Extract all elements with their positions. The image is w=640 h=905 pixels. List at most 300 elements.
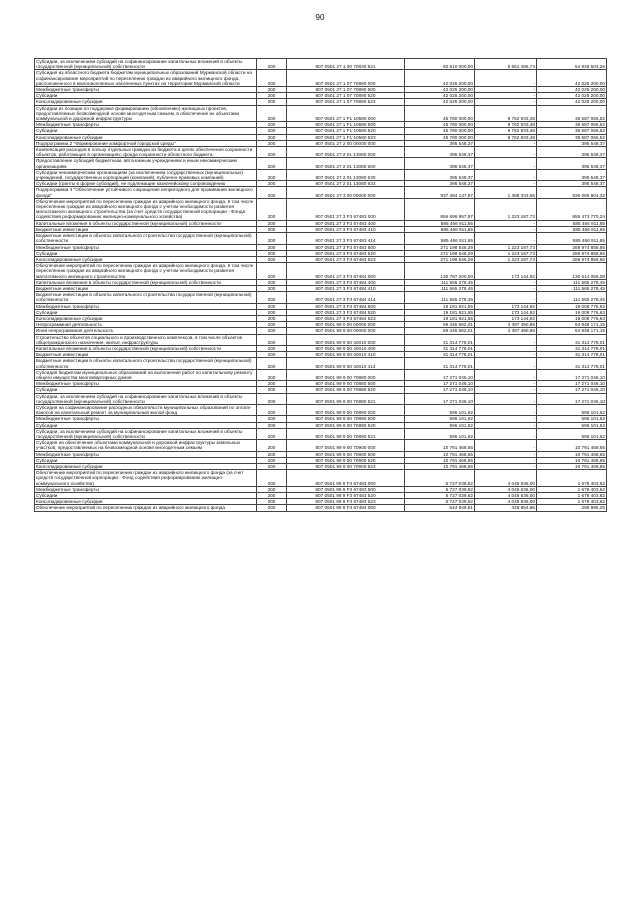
row-plan-cell: 644 849,61 xyxy=(405,505,475,511)
row-rest-cell: 31 314 778,01 xyxy=(537,352,607,358)
row-name-cell: Бюджетные инвестиции xyxy=(35,285,257,291)
row-code-cell: 807 0501 99 9 00 40010 400 xyxy=(287,345,405,351)
row-rest-cell: 35 687 066,52 xyxy=(537,122,607,128)
row-plan-cell: 585 466 911,65 xyxy=(405,220,475,226)
table-row xyxy=(35,158,607,169)
row-kvsr-cell: 200 xyxy=(257,493,287,499)
row-code-cell: 807 0501 99 9 00 70900 000 xyxy=(287,440,405,451)
row-plan-cell: 585 466 911,65 xyxy=(405,233,475,244)
row-plan-cell: 60 610 000,00 xyxy=(405,59,475,70)
row-exec-cell: - xyxy=(475,220,537,226)
row-exec-cell: - xyxy=(475,428,537,439)
row-exec-cell: - xyxy=(475,352,537,358)
row-code-cell: 807 0501 27 2 00 00000 000 xyxy=(287,140,405,146)
row-name-cell: Компенсация расходов в пользу отдельных граждан из бюджета в целях обеспечения сохранности объектов, работающих в организациях; фонда сохранности областного бюджета xyxy=(35,147,257,158)
row-plan-cell: 10 791 468,65 xyxy=(405,457,475,463)
row-kvsr-cell: 200 xyxy=(257,505,287,511)
table-row xyxy=(35,263,607,280)
row-exec-cell: - xyxy=(475,181,537,187)
row-name-cell: Обеспечение мероприятий по переселению граждан из аварийного жилищного фонда, в том числе переселению граждан из аварийного жилищного фонда с учетом необходимости развития малоэтажного жилищного строительства (за счет средств государственной корпорации - Фонда содействия реформированию жилищно-коммунального хозяйства) xyxy=(35,198,257,220)
table-row xyxy=(35,440,607,451)
row-name-cell: Межбюджетные трансферты xyxy=(35,381,257,387)
row-kvsr-cell: 200 xyxy=(257,147,287,158)
row-name-cell: Подпрограмма 2 "Формирование комфортной городской среды" xyxy=(35,140,257,146)
row-exec-cell: - xyxy=(475,440,537,451)
row-code-cell: 807 0501 27 3 F3 67484 520 xyxy=(287,309,405,315)
row-rest-cell: 42 025 200,00 xyxy=(537,70,607,87)
row-kvsr-cell: 200 xyxy=(257,256,287,262)
row-exec-cell: 9 762 933,48 xyxy=(475,122,537,128)
row-kvsr-cell: 200 xyxy=(257,309,287,315)
row-exec-cell: - xyxy=(475,93,537,99)
row-rest-cell: 10 791 468,65 xyxy=(537,457,607,463)
row-rest-cell: 31 314 778,01 xyxy=(537,334,607,345)
row-exec-cell: 1 398 333,65 xyxy=(475,187,537,198)
row-exec-cell: 4 048 636,00 xyxy=(475,486,537,492)
row-rest-cell: 42 025 200,00 xyxy=(537,99,607,105)
row-plan-cell: 5 727 039,62 xyxy=(405,470,475,487)
row-exec-cell: - xyxy=(475,358,537,369)
row-name-cell: Консолидированные субсидии xyxy=(35,499,257,505)
row-exec-cell: - xyxy=(475,226,537,232)
row-rest-cell: 42 025 200,00 xyxy=(537,87,607,93)
row-code-cell: 807 0501 99 9 00 70890 500 xyxy=(287,416,405,422)
row-name-cell: Субсидия из областного бюджета бюджетам муниципальных образований Мурманской области на софинансирование мероприятий по переселению граждан из аварийного жилищного фонда, расположенного в малонаселенных населенных пунктах на территории Мурманской области xyxy=(35,70,257,87)
row-exec-cell: - xyxy=(475,464,537,470)
row-plan-cell: 45 780 000,00 xyxy=(405,134,475,140)
row-name-cell: Бюджетные инвестиции в объекты капитального строительства государственной (муниципальной) собственности xyxy=(35,233,257,244)
row-exec-cell: 173 144,92 xyxy=(475,309,537,315)
row-rest-cell: 111 565 278,45 xyxy=(537,285,607,291)
row-code-cell: 807 0501 99 9 00 40010 410 xyxy=(287,352,405,358)
row-rest-cell: 585 466 911,65 xyxy=(537,220,607,226)
row-plan-cell: 271 198 546,29 xyxy=(405,244,475,250)
row-plan-cell: 31 314 778,01 xyxy=(405,334,475,345)
row-exec-cell: - xyxy=(475,345,537,351)
row-rest-cell: 10 791 468,65 xyxy=(537,451,607,457)
row-name-cell: Иная непрограммная деятельность xyxy=(35,328,257,334)
row-code-cell: 807 0501 99 9 00 70900 500 xyxy=(287,451,405,457)
row-plan-cell: 10 791 468,65 xyxy=(405,440,475,451)
row-exec-cell: 1 223 187,73 xyxy=(475,198,537,220)
row-plan-cell: 395 548,37 xyxy=(405,147,475,158)
row-kvsr-cell: 200 xyxy=(257,328,287,334)
row-name-cell: Бюджетные инвестиции в объекты капитального строительства государственной (муниципальной) собственности xyxy=(35,358,257,369)
row-code-cell: 807 0501 99 9 00 70880 000 xyxy=(287,369,405,380)
row-rest-cell: 269 974 858,56 xyxy=(537,244,607,250)
row-code-cell: 807 0501 27 3 F3 67484 400 xyxy=(287,279,405,285)
row-name-cell: Межбюджетные трансферты xyxy=(35,303,257,309)
row-kvsr-cell: 200 xyxy=(257,198,287,220)
row-rest-cell: 64 948 171,15 xyxy=(537,328,607,334)
row-kvsr-cell: 200 xyxy=(257,486,287,492)
row-name-cell: Капитальные вложения в объекты государственной (муниципальной) собственности xyxy=(35,279,257,285)
row-name-cell: Консолидированные субсидии xyxy=(35,315,257,321)
row-name-cell: Субсидии xyxy=(35,457,257,463)
row-rest-cell: 1 678 403,62 xyxy=(537,470,607,487)
table-row xyxy=(35,233,607,244)
row-code-cell: 807 0501 99 9 00 40010 414 xyxy=(287,358,405,369)
row-kvsr-cell: 200 xyxy=(257,464,287,470)
row-exec-cell: 4 397 490,86 xyxy=(475,328,537,334)
row-kvsr-cell: 200 xyxy=(257,451,287,457)
row-rest-cell: 395 548,37 xyxy=(537,169,607,180)
row-plan-cell: 130 787 200,00 xyxy=(405,263,475,280)
row-plan-cell: 42 025 200,00 xyxy=(405,99,475,105)
row-name-cell: Субсидии xyxy=(35,422,257,428)
row-plan-cell: 596 101,62 xyxy=(405,428,475,439)
row-kvsr-cell: 200 xyxy=(257,416,287,422)
row-exec-cell: 4 048 636,00 xyxy=(475,499,537,505)
row-code-cell: 807 0501 27 1 07 70890 520 xyxy=(287,93,405,99)
row-name-cell: Строительство объектов социального и производственного комплексов, в том числе объектов общегражданского назначения, жилья, инфраструктуры xyxy=(35,334,257,345)
row-kvsr-cell: 200 xyxy=(257,99,287,105)
row-kvsr-cell: 200 xyxy=(257,220,287,226)
row-plan-cell: 111 565 278,45 xyxy=(405,292,475,303)
table-row xyxy=(35,428,607,439)
row-exec-cell: - xyxy=(475,169,537,180)
row-kvsr-cell: 200 xyxy=(257,499,287,505)
row-plan-cell: 5 727 039,62 xyxy=(405,499,475,505)
row-exec-cell: - xyxy=(475,147,537,158)
row-rest-cell: 395 548,37 xyxy=(537,181,607,187)
row-plan-cell: 596 101,62 xyxy=(405,422,475,428)
row-code-cell: 807 0501 99 9 00 70900 520 xyxy=(287,457,405,463)
row-kvsr-cell: 200 xyxy=(257,345,287,351)
row-code-cell: 807 0501 27 1 F1 10580 500 xyxy=(287,122,405,128)
row-code-cell: 807 0501 99 9 F3 67483 000 xyxy=(287,470,405,487)
row-rest-cell: 1 678 403,62 xyxy=(537,493,607,499)
row-code-cell: 807 0501 99 9 00 70890 520 xyxy=(287,422,405,428)
row-exec-cell: 173 144,92 xyxy=(475,303,537,309)
row-exec-cell: 4 048 636,00 xyxy=(475,470,537,487)
row-plan-cell: 17 271 046,10 xyxy=(405,381,475,387)
row-code-cell: 807 0501 27 2 01 13080 633 xyxy=(287,181,405,187)
row-code-cell: 807 0501 99 9 00 00000 000 xyxy=(287,328,405,334)
row-exec-cell: - xyxy=(475,158,537,169)
row-name-cell: Обеспечение мероприятий по переселению граждан из аварийного жилищного фонда xyxy=(35,505,257,511)
table-row xyxy=(35,198,607,220)
row-code-cell: 807 0501 27 3 F3 67483 520 xyxy=(287,250,405,256)
row-code-cell: 807 0501 27 3 F3 67484 523 xyxy=(287,315,405,321)
row-plan-cell: 10 791 468,65 xyxy=(405,451,475,457)
row-code-cell: 807 0501 99 0 00 00000 000 xyxy=(287,322,405,328)
row-name-cell: Субсидии xyxy=(35,93,257,99)
row-rest-cell: 269 974 858,56 xyxy=(537,250,607,256)
row-name-cell: Субсидии xyxy=(35,493,257,499)
row-exec-cell: - xyxy=(475,457,537,463)
row-name-cell: Капитальные вложения в объекты государственной (муниципальной) собственности xyxy=(35,345,257,351)
row-code-cell: 807 0501 27 3 F3 67483 400 xyxy=(287,220,405,226)
table-row xyxy=(35,358,607,369)
row-name-cell: Бюджетные инвестиции в объекты капитального строительства государственной (муниципальной) собственности xyxy=(35,292,257,303)
row-kvsr-cell: 200 xyxy=(257,369,287,380)
row-plan-cell: 111 565 278,45 xyxy=(405,279,475,285)
row-code-cell: 807 0501 27 1 07 70890 500 xyxy=(287,87,405,93)
row-kvsr-cell: 200 xyxy=(257,292,287,303)
row-rest-cell: 269 974 858,56 xyxy=(537,256,607,262)
row-rest-cell: 54 948 503,26 xyxy=(537,59,607,70)
row-code-cell: 807 0501 27 1 00 70830 521 xyxy=(287,59,405,70)
row-plan-cell: 856 696 957,97 xyxy=(405,198,475,220)
row-rest-cell: 64 948 171,15 xyxy=(537,322,607,328)
row-exec-cell: - xyxy=(475,70,537,87)
row-rest-cell: 1 678 403,62 xyxy=(537,499,607,505)
row-rest-cell: 1 678 403,62 xyxy=(537,486,607,492)
row-exec-cell: 1 223 187,73 xyxy=(475,256,537,262)
row-kvsr-cell: 200 xyxy=(257,140,287,146)
row-rest-cell: 19 008 776,63 xyxy=(537,315,607,321)
row-exec-cell: 173 144,92 xyxy=(475,263,537,280)
row-name-cell: Субсидии, за исключением субсидий на софинансирование капитальных вложений в объекты государственной (муниципальной) собственности xyxy=(35,59,257,70)
table-row xyxy=(35,187,607,198)
table-row xyxy=(35,169,607,180)
row-exec-cell: 4 048 636,00 xyxy=(475,493,537,499)
row-kvsr-cell: 200 xyxy=(257,422,287,428)
row-exec-cell: - xyxy=(475,451,537,457)
row-plan-cell: 19 181 921,55 xyxy=(405,303,475,309)
row-name-cell: Субсидии некоммерческим организациям (за исключением государственных (муниципальных) учреждений, государственных корпораций (компаний), публично-правовых компаний) xyxy=(35,169,257,180)
row-plan-cell: 69 345 662,01 xyxy=(405,328,475,334)
table-row xyxy=(35,70,607,87)
row-rest-cell: 19 008 776,63 xyxy=(537,309,607,315)
row-rest-cell: 35 687 066,52 xyxy=(537,105,607,122)
row-plan-cell: 45 780 000,00 xyxy=(405,122,475,128)
row-kvsr-cell: 200 xyxy=(257,93,287,99)
row-exec-cell: 348 854,86 xyxy=(475,505,537,511)
row-exec-cell: - xyxy=(475,285,537,291)
row-rest-cell: 31 314 778,01 xyxy=(537,358,607,369)
row-rest-cell: 111 565 278,45 xyxy=(537,279,607,285)
row-plan-cell: 111 565 278,45 xyxy=(405,285,475,291)
row-rest-cell: 585 466 911,65 xyxy=(537,233,607,244)
row-plan-cell: 42 025 200,00 xyxy=(405,93,475,99)
budget-table-body xyxy=(35,59,607,512)
table-row xyxy=(35,505,607,511)
row-name-cell: Межбюджетные трансферты xyxy=(35,486,257,492)
row-code-cell: 807 0501 27 3 F3 67483 000 xyxy=(287,198,405,220)
row-code-cell: 807 0501 27 3 F3 67483 523 xyxy=(287,256,405,262)
row-name-cell: Субсидии xyxy=(35,250,257,256)
row-kvsr-cell: 200 xyxy=(257,158,287,169)
row-name-cell: Межбюджетные трансферты xyxy=(35,87,257,93)
row-rest-cell: 295 995,25 xyxy=(537,505,607,511)
row-name-cell: Субсидии из позиции по поддержке формированию (обновлению) жилищных проектов, предоставляемых безвозмездной основе многодетным семьям, в обеспечение их объектами коммунальной и дорожной инфраструктуры xyxy=(35,105,257,122)
row-plan-cell: 31 314 778,01 xyxy=(405,358,475,369)
row-exec-cell: - xyxy=(475,369,537,380)
row-code-cell: 807 0501 27 2 01 13080 600 xyxy=(287,158,405,169)
row-kvsr-cell: 200 xyxy=(257,279,287,285)
row-exec-cell: 1 223 187,73 xyxy=(475,250,537,256)
row-name-cell: Межбюджетные трансферты xyxy=(35,451,257,457)
row-rest-cell: 35 687 066,52 xyxy=(537,128,607,134)
budget-table xyxy=(34,58,607,512)
row-kvsr-cell: 200 xyxy=(257,169,287,180)
row-kvsr-cell: 200 xyxy=(257,122,287,128)
row-plan-cell: 395 548,37 xyxy=(405,140,475,146)
row-name-cell: Субсидии (гранты в форме субсидий), не подлежащие казначейскому сопровождению xyxy=(35,181,257,187)
row-name-cell: Обеспечение мероприятий по переселению граждан из аварийного жилищного фонда (за счет средств государственной корпорации - Фонд содействия реформированию жилищно-коммунального хозяйства) xyxy=(35,470,257,487)
row-code-cell: 807 0501 27 1 F1 10580 520 xyxy=(287,128,405,134)
row-exec-cell: 4 397 490,86 xyxy=(475,322,537,328)
row-rest-cell: 17 271 046,10 xyxy=(537,381,607,387)
row-name-cell: Межбюджетные трансферты xyxy=(35,416,257,422)
row-plan-cell: 17 271 046,10 xyxy=(405,369,475,380)
row-name-cell: Обеспечение мероприятий по переселению граждан из аварийного жилищного фонда, в том числе переселению граждан из аварийного жилищного фонда с учетом необходимости развития малоэтажного жилищного строительства xyxy=(35,263,257,280)
row-rest-cell: 10 791 468,65 xyxy=(537,464,607,470)
row-rest-cell: 395 548,37 xyxy=(537,147,607,158)
row-code-cell: 807 0501 27 2 01 13080 630 xyxy=(287,169,405,180)
row-name-cell: Субсидия на софинансирование расходных обязательств муниципальных образований по оплате взносов на капитальный ремонт за муниципальный жилой фонд xyxy=(35,404,257,415)
row-code-cell: 807 0501 27 3 F3 67483 410 xyxy=(287,226,405,232)
row-kvsr-cell: 200 xyxy=(257,187,287,198)
row-exec-cell: - xyxy=(475,99,537,105)
row-code-cell: 807 0501 27 1 07 70890 523 xyxy=(287,99,405,105)
row-code-cell: 807 0501 99 9 F3 67483 500 xyxy=(287,486,405,492)
row-kvsr-cell: 200 xyxy=(257,226,287,232)
table-row xyxy=(35,292,607,303)
row-exec-cell: - xyxy=(475,140,537,146)
row-code-cell: 807 0501 27 3 F3 67483 414 xyxy=(287,233,405,244)
row-kvsr-cell: 200 xyxy=(257,428,287,439)
row-kvsr-cell: 200 xyxy=(257,404,287,415)
row-plan-cell: 45 780 000,00 xyxy=(405,105,475,122)
row-plan-cell: 17 271 046,10 xyxy=(405,387,475,393)
row-plan-cell: 31 314 778,01 xyxy=(405,345,475,351)
row-name-cell: Субсидии, за исключением субсидий на софинансирование капитальных вложений в объекты государственной (муниципальной) собственности xyxy=(35,428,257,439)
row-kvsr-cell: 200 xyxy=(257,244,287,250)
row-code-cell: 807 0501 27 1 F1 10580 523 xyxy=(287,134,405,140)
row-name-cell: Субсидии xyxy=(35,128,257,134)
row-kvsr-cell: 200 xyxy=(257,181,287,187)
row-code-cell: 807 0501 99 9 00 70880 520 xyxy=(287,387,405,393)
row-exec-cell: - xyxy=(475,334,537,345)
row-kvsr-cell: 200 xyxy=(257,387,287,393)
row-name-cell: Капитальные вложения в объекты государственной (муниципальной) собственности xyxy=(35,220,257,226)
row-kvsr-cell: 200 xyxy=(257,334,287,345)
row-plan-cell: 10 791 468,65 xyxy=(405,464,475,470)
row-code-cell: 807 0501 99 9 F3 67483 520 xyxy=(287,493,405,499)
row-exec-cell: - xyxy=(475,279,537,285)
row-code-cell: 807 0501 27 2 01 13080 000 xyxy=(287,147,405,158)
row-name-cell: Субсидии xyxy=(35,309,257,315)
row-plan-cell: 395 548,37 xyxy=(405,181,475,187)
row-rest-cell: 17 271 046,10 xyxy=(537,393,607,404)
row-kvsr-cell: 200 xyxy=(257,59,287,70)
row-rest-cell: 17 271 046,10 xyxy=(537,369,607,380)
row-rest-cell: 17 271 046,10 xyxy=(537,387,607,393)
table-row xyxy=(35,147,607,158)
row-name-cell: Субсидия бюджетам муниципальных образований на выполнение работ по капитальному ремонту общего имущества многоквартирных домов xyxy=(35,369,257,380)
row-plan-cell: 19 181 921,55 xyxy=(405,309,475,315)
row-kvsr-cell: 200 xyxy=(257,358,287,369)
row-kvsr-cell: 200 xyxy=(257,105,287,122)
row-rest-cell: 10 791 468,65 xyxy=(537,440,607,451)
row-exec-cell: 9 762 933,48 xyxy=(475,134,537,140)
row-plan-cell: 5 727 039,62 xyxy=(405,493,475,499)
page-number: 90 xyxy=(315,13,325,22)
row-kvsr-cell: 200 xyxy=(257,263,287,280)
row-rest-cell: 35 687 066,52 xyxy=(537,134,607,140)
row-code-cell: 807 0501 99 9 00 70880 500 xyxy=(287,381,405,387)
row-kvsr-cell: 200 xyxy=(257,440,287,451)
row-kvsr-cell: 200 xyxy=(257,315,287,321)
row-rest-cell: 936 085 804,32 xyxy=(537,187,607,198)
row-name-cell: Консолидированные субсидии xyxy=(35,99,257,105)
row-plan-cell: 42 025 200,00 xyxy=(405,87,475,93)
row-rest-cell: 596 101,62 xyxy=(537,416,607,422)
row-kvsr-cell: 200 xyxy=(257,470,287,487)
row-exec-cell: 9 762 933,48 xyxy=(475,105,537,122)
row-kvsr-cell: 200 xyxy=(257,134,287,140)
row-plan-cell: 596 101,62 xyxy=(405,404,475,415)
row-name-cell: Консолидированные субсидии xyxy=(35,134,257,140)
row-kvsr-cell: 200 xyxy=(257,285,287,291)
row-exec-cell: - xyxy=(475,393,537,404)
row-name-cell: Субсидии xyxy=(35,387,257,393)
row-exec-cell: - xyxy=(475,416,537,422)
row-name-cell: Бюджетные инвестиции xyxy=(35,226,257,232)
row-kvsr-cell: 200 xyxy=(257,250,287,256)
row-rest-cell: 596 101,62 xyxy=(537,428,607,439)
row-plan-cell: 31 314 778,01 xyxy=(405,352,475,358)
row-exec-cell: 1 223 187,73 xyxy=(475,244,537,250)
row-kvsr-cell: 200 xyxy=(257,128,287,134)
row-name-cell: Субсидия на обеспечение объектами коммунальной и дорожной инфраструктуры земельных участков, предоставляемых на безвозмездной основе многодетным семьям xyxy=(35,440,257,451)
row-exec-cell: 173 144,92 xyxy=(475,315,537,321)
row-code-cell: 807 0501 99 9 00 70880 521 xyxy=(287,393,405,404)
row-exec-cell: - xyxy=(475,387,537,393)
table-row xyxy=(35,470,607,487)
row-kvsr-cell: 200 xyxy=(257,233,287,244)
row-code-cell: 807 0501 27 3 F3 67484 000 xyxy=(287,263,405,280)
row-name-cell: Межбюджетные трансферты xyxy=(35,244,257,250)
row-exec-cell: 9 762 933,48 xyxy=(475,128,537,134)
row-plan-cell: 937 484 137,97 xyxy=(405,187,475,198)
row-code-cell: 807 0501 27 1 07 70890 000 xyxy=(287,70,405,87)
table-row xyxy=(35,105,607,122)
row-kvsr-cell: 200 xyxy=(257,381,287,387)
row-kvsr-cell: 200 xyxy=(257,352,287,358)
row-plan-cell: 596 101,62 xyxy=(405,416,475,422)
table-row xyxy=(35,59,607,70)
row-code-cell: 807 0501 27 1 F1 10580 000 xyxy=(287,105,405,122)
row-exec-cell: - xyxy=(475,404,537,415)
table-row xyxy=(35,369,607,380)
row-kvsr-cell: 200 xyxy=(257,393,287,404)
row-name-cell: Консолидированные субсидии xyxy=(35,256,257,262)
row-code-cell: 807 0501 99 9 F3 67484 000 xyxy=(287,505,405,511)
row-rest-cell: 596 101,62 xyxy=(537,422,607,428)
row-exec-cell: 5 661 496,74 xyxy=(475,59,537,70)
row-name-cell: Подпрограмма 3 "Обеспечение устойчивого сокращения непригодного для проживания жилищного фонда" xyxy=(35,187,257,198)
row-kvsr-cell: 200 xyxy=(257,303,287,309)
row-name-cell: Бюджетные инвестиции xyxy=(35,352,257,358)
row-rest-cell: 395 548,37 xyxy=(537,140,607,146)
row-rest-cell: 19 008 776,63 xyxy=(537,303,607,309)
row-exec-cell: - xyxy=(475,422,537,428)
table-row xyxy=(35,404,607,415)
row-code-cell: 807 0501 27 3 F3 67483 500 xyxy=(287,244,405,250)
row-name-cell: Субсидии, за исключением субсидий на софинансирование капитальных вложений в объекты государственной (муниципальной) собственности xyxy=(35,393,257,404)
row-kvsr-cell: 200 xyxy=(257,457,287,463)
table-row xyxy=(35,393,607,404)
row-rest-cell: 395 548,37 xyxy=(537,158,607,169)
row-rest-cell: 130 614 055,08 xyxy=(537,263,607,280)
row-kvsr-cell: 200 xyxy=(257,322,287,328)
row-plan-cell: 42 025 200,00 xyxy=(405,70,475,87)
row-rest-cell: 31 314 778,01 xyxy=(537,345,607,351)
